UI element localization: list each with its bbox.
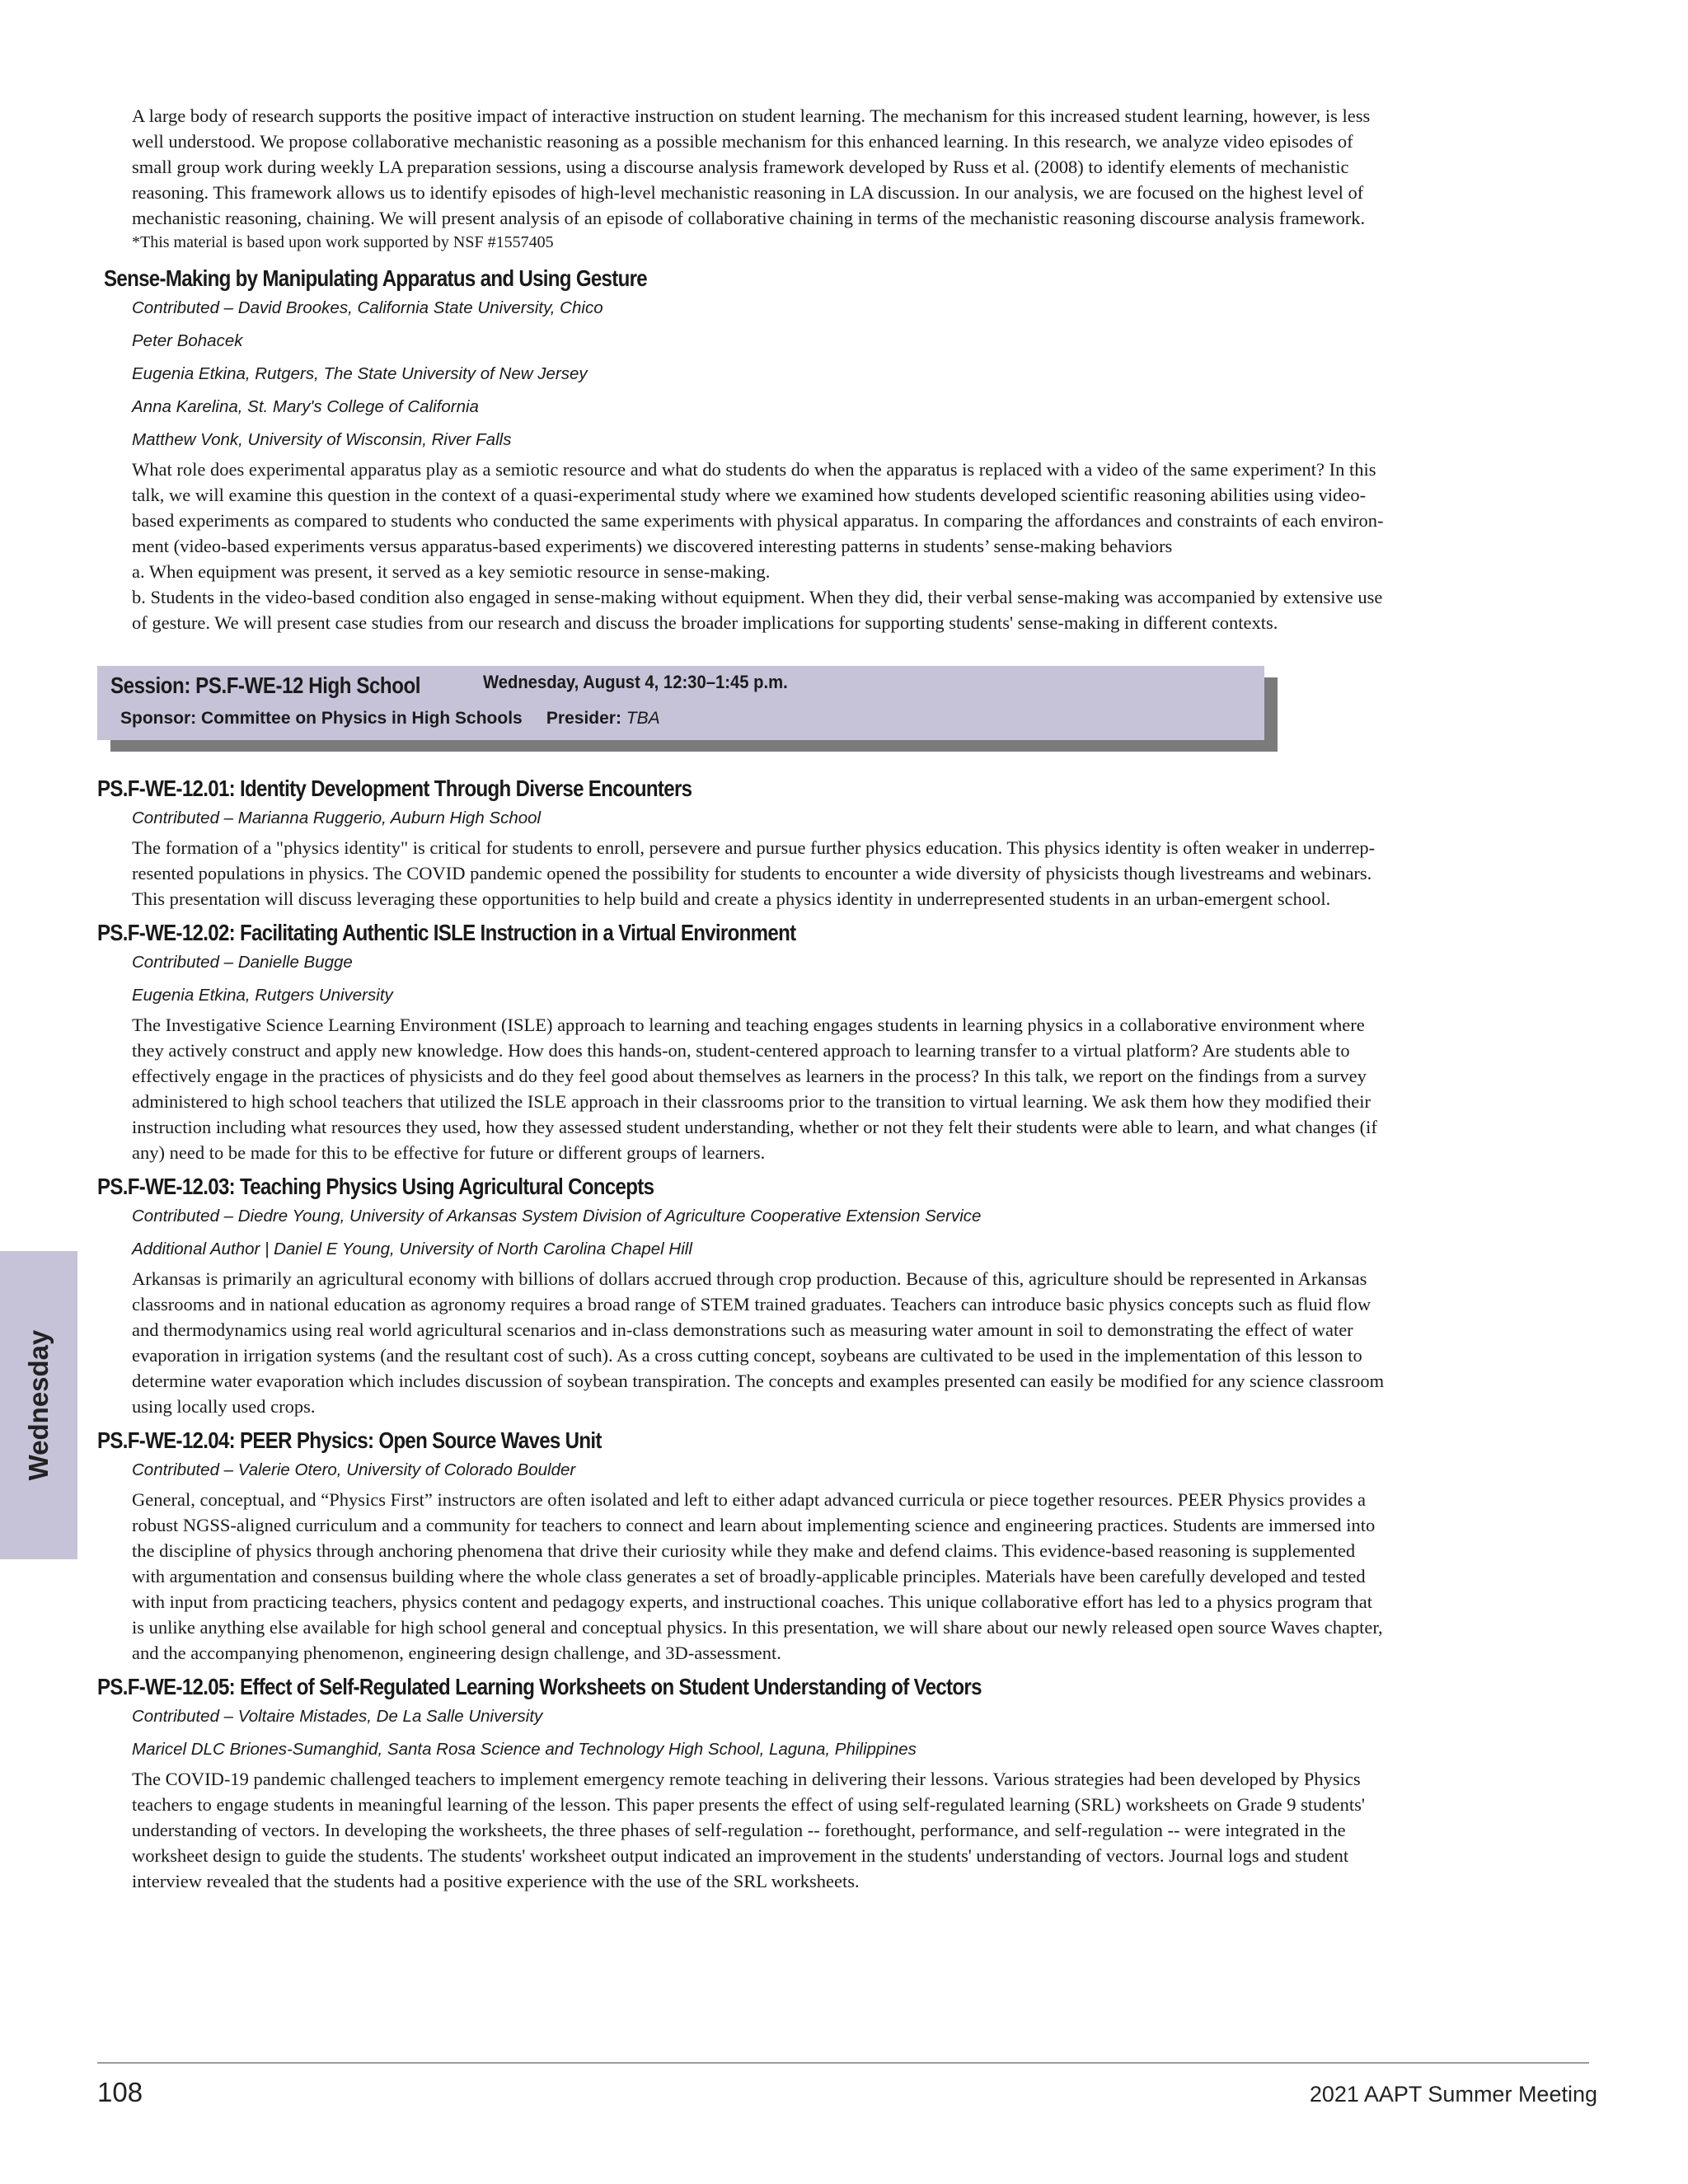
intro-abstract bbox=[132, 103, 1587, 231]
abstract-line: talk, we will examine this question in the context of a quasi-experimental study where we examined how students developed scientific reasoning abilities using video- bbox=[132, 485, 1367, 505]
abstract-line: mechanistic reasoning, chaining. We will present analysis of an episode of collaborative chaining in terms of the mechanistic reasoning discourse analysis framework. bbox=[132, 208, 1366, 228]
abstract-line: effectively engage in the practices of physicists and do they feel good about themselves as learners in the process? In this talk, we report on the findings from a survey bbox=[132, 1066, 1367, 1086]
abstract-line: small group work during weekly LA preparation sessions, using a discourse analysis framework developed by Russ et al. (2008) to identify elements of mechanistic bbox=[132, 157, 1349, 177]
talk-item bbox=[97, 920, 1587, 1165]
talk-title: PS.F-WE-12.05: Effect of Self-Regulated Learning Worksheets on Student Understanding of Vectors bbox=[97, 1674, 982, 1699]
talk-item bbox=[97, 1174, 1587, 1419]
author-line: Contributed – Diedre Young, University of Arkansas System Division of Agriculture Cooperative Extension Service bbox=[132, 1207, 982, 1226]
abstract-line: based experiments as compared to students who conducted the same experiments with physical apparatus. In comparing the affordances and constraints of each environ- bbox=[132, 510, 1384, 531]
abstract-line: with argumentation and consensus building where the whole class generates a set of broadly-applicable principles. Materials have been carefully developed and tested bbox=[132, 1566, 1366, 1586]
abstract-line: Arkansas is primarily an agricultural economy with billions of dollars accrued through crop production. Because of this, agriculture should be represented in Arkansas bbox=[132, 1268, 1367, 1289]
abstract-line: The COVID-19 pandemic challenged teachers to implement emergency remote teaching in delivering their lessons. Various strategies had been developed by Physics bbox=[132, 1769, 1361, 1789]
abstract-line: The formation of a "physics identity" is critical for students to enroll, persevere and pursue further physics education. This physics identity is often weaker in underrep- bbox=[132, 837, 1376, 858]
author-line: Contributed – Marianna Ruggerio, Auburn High School bbox=[132, 808, 542, 827]
abstract-line: is unlike anything else available for high school general and conceptual physics. In this presentation, we will share about our newly released open source Waves chapter, bbox=[132, 1617, 1383, 1638]
talk-title: PS.F-WE-12.01: Identity Development Through Diverse Encounters bbox=[97, 776, 692, 801]
talk-title-sense-making: Sense-Making by Manipulating Apparatus and Using Gesture bbox=[104, 265, 648, 291]
author-line: Peter Bohacek bbox=[132, 331, 243, 350]
talk-abstract bbox=[132, 1266, 1587, 1419]
page-number: 108 bbox=[97, 2077, 143, 2107]
abstract-line: administered to high school teachers that utilized the ISLE approach in their classrooms prior to the transition to virtual learning. We ask them how they modified their bbox=[132, 1091, 1372, 1112]
session-sponsor: Sponsor: Committee on Physics in High Schools bbox=[120, 709, 523, 728]
talk-item bbox=[97, 776, 1587, 912]
author-line: Eugenia Etkina, Rutgers University bbox=[132, 986, 393, 1005]
abstract-line: teachers to engage students in meaningful learning of the lesson. This paper presents the effect of using self-regulated learning (SRL) worksheets on Grade 9 students' bbox=[132, 1794, 1365, 1815]
talk-abstract bbox=[132, 1487, 1587, 1666]
session-header bbox=[97, 666, 1264, 740]
talk-authors bbox=[132, 802, 1587, 835]
talk-item bbox=[97, 1674, 1587, 1894]
author-line: Additional Author | Daniel E Young, University of North Carolina Chapel Hill bbox=[132, 1240, 692, 1258]
talk-authors bbox=[132, 292, 1587, 457]
abstract-line: with input from practicing teachers, physics content and pedagogy experts, and instructional coaches. This unique collaborative effort has led to a physics program that bbox=[132, 1591, 1372, 1612]
talk-item bbox=[97, 1427, 1587, 1666]
abstract-line: understanding of vectors. In developing the worksheets, the three phases of self-regulation -- forethought, performance, and self-regulation -- were integrated in the bbox=[132, 1820, 1346, 1840]
abstract-line: robust NGSS-aligned curriculum and a community for teachers to connect and learn about implementing science and engineering practices. Students are immersed into bbox=[132, 1515, 1376, 1535]
talk-authors bbox=[132, 946, 1587, 1012]
talk-abstract bbox=[132, 1766, 1587, 1894]
abstract-line: What role does experimental apparatus play as a semiotic resource and what do students do when the apparatus is replaced with a video of the same experiment? In this bbox=[132, 459, 1376, 480]
talk-authors bbox=[132, 1200, 1587, 1266]
author-line: Contributed – Danielle Bugge bbox=[132, 953, 353, 972]
author-line: Contributed – Voltaire Mistades, De La Salle University bbox=[132, 1707, 543, 1726]
abstract-line: The Investigative Science Learning Environment (ISLE) approach to learning and teaching engages students in learning physics in a collaborative environment where bbox=[132, 1015, 1365, 1035]
session-date: Wednesday, August 4, 12:30–1:45 p.m. bbox=[483, 672, 788, 692]
author-line: Contributed – Valerie Otero, University of Colorado Boulder bbox=[132, 1460, 576, 1479]
talk-title: PS.F-WE-12.02: Facilitating Authentic ISLE Instruction in a Virtual Environment bbox=[97, 920, 796, 945]
presider-label: Presider: bbox=[546, 709, 621, 728]
funding-note: *This material is based upon work supported by NSF #1557405 bbox=[132, 233, 554, 251]
day-tab bbox=[0, 1251, 77, 1559]
abstract-line: and thermodynamics using real world agricultural scenarios and in-class demonstrations such as measuring water amount in soil to demonstrating the effect of water bbox=[132, 1319, 1353, 1340]
talk-authors bbox=[132, 1700, 1587, 1766]
abstract-line: they actively construct and apply new knowledge. How does this hands-on, student-centered approach to learning transfer to a virtual platform? Are students able to bbox=[132, 1040, 1350, 1061]
presider-name: TBA bbox=[626, 709, 660, 728]
talk-authors bbox=[132, 1454, 1587, 1487]
abstract-line: This presentation will discuss leveraging these opportunities to help build and create a physics identity in underrepresented students in an urban-emergent school. bbox=[132, 888, 1331, 909]
session-label: Session: PS.F-WE-12 High School bbox=[110, 673, 421, 698]
author-line: Maricel DLC Briones-Sumanghid, Santa Rosa Science and Technology High School, Laguna, Philippines bbox=[132, 1740, 917, 1759]
meeting-name: 2021 AAPT Summer Meeting bbox=[1309, 2082, 1597, 2107]
abstract-line: worksheet design to guide the students. The students' worksheet output indicated an improvement in the students' understanding of vectors. Journal logs and student bbox=[132, 1845, 1349, 1866]
footer-rule bbox=[97, 2062, 1589, 2064]
talk-list bbox=[97, 776, 1587, 1894]
abstract-line: instruction including what resources they used, how they assessed student understanding, whether or not they felt their students were able to learn, and what changes (if bbox=[132, 1117, 1377, 1137]
talk-abstract bbox=[132, 457, 1587, 635]
abstract-line: well understood. We propose collaborative mechanistic reasoning as a possible mechanism for this enhanced learning. In this research, we analyze video episodes of bbox=[132, 131, 1353, 152]
abstract-line: evaporation in irrigation systems (and the resultant cost of such). As a cross cutting concept, soybeans are cultivated to be used in the implementation of this lesson to bbox=[132, 1345, 1362, 1366]
abstract-line: General, conceptual, and “Physics First” instructors are often isolated and left to either adapt advanced curricula or piece together resources. PEER Physics provides a bbox=[132, 1489, 1366, 1510]
abstract-line: interview revealed that the students had a positive experience with the use of the SRL worksheets. bbox=[132, 1871, 860, 1891]
abstract-line: classrooms and in national education as agronomy requires a broad range of STEM trained graduates. Teachers can introduce basic physics concepts such as fluid flow bbox=[132, 1294, 1372, 1315]
day-tab-label: Wednesday bbox=[23, 1329, 54, 1481]
abstract-line: using locally used crops. bbox=[132, 1396, 316, 1417]
talk-title: PS.F-WE-12.03: Teaching Physics Using Agricultural Concepts bbox=[97, 1174, 654, 1199]
talk-abstract bbox=[132, 835, 1587, 912]
abstract-line: A large body of research supports the positive impact of interactive instruction on student learning. The mechanism for this increased student learning, however, is less bbox=[132, 105, 1371, 126]
abstract-line: resented populations in physics. The COVID pandemic opened the possibility for students to encounter a wide diversity of physicists though livestreams and webinars. bbox=[132, 863, 1372, 883]
main-content bbox=[97, 103, 1587, 1902]
abstract-line: any) need to be made for this to be effective for future or different groups of learners. bbox=[132, 1142, 766, 1163]
author-line: Eugenia Etkina, Rutgers, The State University of New Jersey bbox=[132, 364, 588, 383]
abstract-line: determine water evaporation which includes discussion of soybean transpiration. The concepts and examples presented can easily be modified for any science classroom bbox=[132, 1371, 1385, 1391]
abstract-line: of gesture. We will present case studies from our research and discuss the broader implications for supporting students' sense-making in different contexts. bbox=[132, 612, 1278, 633]
abstract-line: and the accompanying phenomenon, engineering design challenge, and 3D-assessment. bbox=[132, 1643, 781, 1663]
abstract-line: reasoning. This framework allows us to identify episodes of high-level mechanistic reasoning in LA discussion. In our analysis, we are focused on the highest level of bbox=[132, 182, 1364, 203]
abstract-line: a. When equipment was present, it served as a key semiotic resource in sense-making. bbox=[132, 561, 771, 582]
abstract-line: ment (video-based experiments versus apparatus-based experiments) we discovered interesting patterns in students’ sense-making behaviors bbox=[132, 536, 1173, 556]
talk-abstract bbox=[132, 1012, 1587, 1165]
author-line: Matthew Vonk, University of Wisconsin, River Falls bbox=[132, 430, 512, 449]
abstract-line: the discipline of physics through anchoring phenomena that drive their curiosity while they make and defend claims. This evidence-based reasoning is supplemented bbox=[132, 1540, 1356, 1561]
author-line: Contributed – David Brookes, California State University, Chico bbox=[132, 298, 603, 317]
talk-title: PS.F-WE-12.04: PEER Physics: Open Source Waves Unit bbox=[97, 1427, 602, 1453]
abstract-line: b. Students in the video-based condition also engaged in sense-making without equipment. When they did, their verbal sense-making was accompanied by extensive use bbox=[132, 587, 1383, 607]
author-line: Anna Karelina, St. Mary's College of California bbox=[132, 397, 479, 416]
